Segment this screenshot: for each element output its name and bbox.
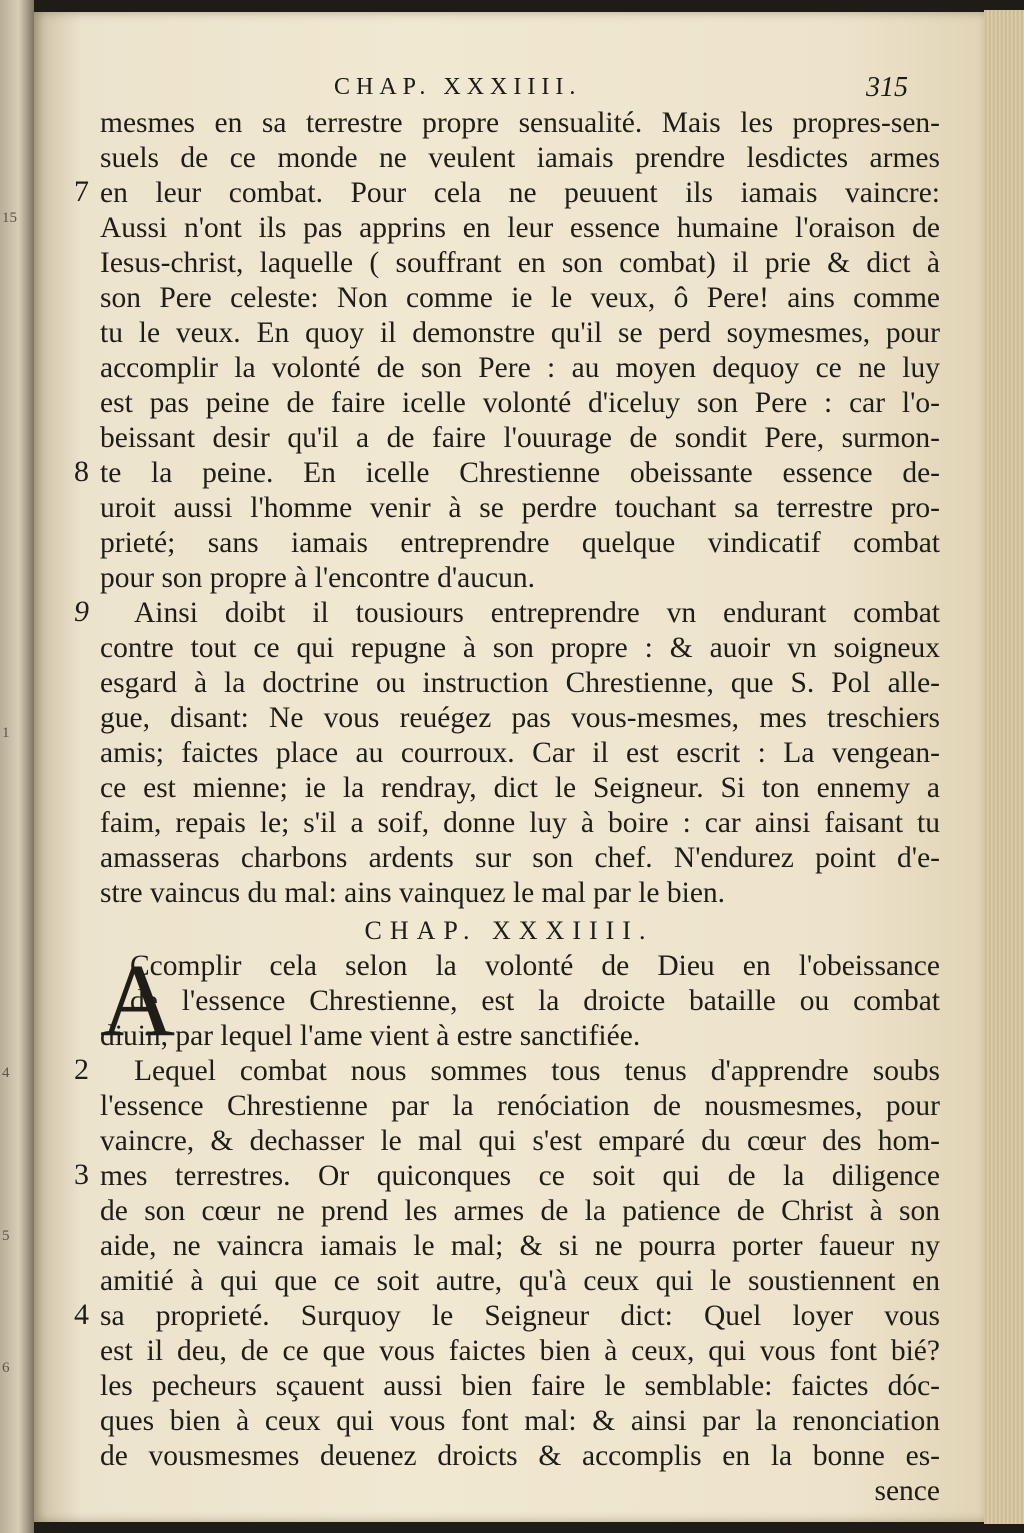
text-line: est il deu, de ce que vous faictes bien à ceux, qui vous font bié? <box>100 1335 940 1367</box>
text-line: Ccomplir cela selon la volonté de Dieu en l'obeissance <box>130 950 940 982</box>
text-line: pour son propre à l'encontre d'aucun. <box>100 562 535 594</box>
text-line: l'essence Chrestienne par la renóciation de nousmesmes, pour <box>100 1090 940 1122</box>
verse-number: 8 <box>74 455 89 488</box>
verse-number: 3 <box>74 1158 89 1191</box>
text-line: accomplir la volonté de son Pere : au moyen dequoy ce ne luy <box>100 352 940 384</box>
text-line: Lequel combat nous sommes tous tenus d'apprendre soubs <box>134 1055 940 1087</box>
text-line: suels de ce monde ne veulent iamais prendre lesdictes armes <box>100 142 940 174</box>
text-line: Ainsi doibt il tousiours entreprendre vn endurant combat <box>134 597 940 629</box>
text-line: esgard à la doctrine ou instruction Chrestienne, que S. Pol alle- <box>100 667 940 699</box>
text-line: ques bien à ceux qui vous font mal: & ainsi par la renonciation <box>100 1405 940 1437</box>
text-line: amis; faictes place au courroux. Car il est escrit : La vengean- <box>100 737 940 769</box>
facing-page-mark: 6 <box>2 1360 10 1376</box>
text-line: aide, ne vaincra iamais le mal; & si ne pourra porter faueur ny <box>100 1230 940 1262</box>
verse-number: 9 <box>74 595 89 628</box>
text-line: de l'essence Chrestienne, est la droicte bataille ou combat <box>130 985 940 1017</box>
drop-cap: A <box>100 943 176 1058</box>
text-line: en leur combat. Pour cela ne peuuent ils iamais vaincre: <box>100 177 940 209</box>
catchword: sence <box>874 1475 940 1507</box>
chapter-heading: CHAP. XXXIIII. <box>364 916 654 945</box>
text-line: les pecheurs sçauent aussi bien faire le semblable: faictes dóc- <box>100 1370 940 1402</box>
facing-page-mark: 1 <box>2 725 10 741</box>
text-line: contre tout ce qui repugne à son propre : & auoir vn soigneux <box>100 632 940 664</box>
text-line: est pas peine de faire icelle volonté d'iceluy son Pere : car l'o- <box>100 387 940 419</box>
facing-page-mark: 15 <box>2 210 17 226</box>
page-number: 315 <box>866 72 908 103</box>
verse-number: 2 <box>74 1053 89 1086</box>
text-line: stre vaincus du mal: ains vainquez le mal par le bien. <box>100 877 726 909</box>
facing-page-mark: 5 <box>2 1228 10 1244</box>
facing-page-mark: 4 <box>2 1065 10 1081</box>
text-line: vaincre, & dechasser le mal qui s'est emparé du cœur des hom- <box>100 1125 940 1157</box>
text-line: beissant desir qu'il a de faire l'ouurage de sondit Pere, surmon- <box>100 422 940 454</box>
text-line: amitié à qui que ce soit autre, qu'à ceux qui le soustiennent en <box>100 1265 940 1297</box>
text-line: amasseras charbons ardents sur son chef. N'endurez point d'e- <box>100 842 940 874</box>
text-line: mesmes en sa terrestre propre sensualité. Mais les propres-sen- <box>100 107 940 139</box>
text-line: sa proprieté. Surquoy le Seigneur dict: Quel loyer vous <box>100 1300 940 1332</box>
text-line: Aussi n'ont ils pas apprins en leur essence humaine l'oraison de <box>100 212 940 244</box>
verse-number: 4 <box>74 1298 89 1331</box>
text-line: diuin, par lequel l'ame vient à estre sanctifiée. <box>100 1020 641 1052</box>
text-line: gue, disant: Ne vous reuégez pas vous-mesmes, mes treschiers <box>100 702 940 734</box>
page-fore-edge <box>984 10 1024 1524</box>
text-line: ce est mienne; ie la rendray, dict le Seigneur. Si ton ennemy a <box>100 772 940 804</box>
book-page <box>34 12 984 1522</box>
text-line: prieté; sans iamais entreprendre quelque vindicatif combat <box>100 527 940 559</box>
text-line: te la peine. En icelle Chrestienne obeissante essence de- <box>100 457 940 489</box>
text-line: de vousmesmes deuenez droicts & accomplis en la bonne es- <box>100 1440 940 1472</box>
text-line: uroit aussi l'homme venir à se perdre touchant sa terrestre pro- <box>100 492 940 524</box>
text-line: de son cœur ne prend les armes de la patience de Christ à son <box>100 1195 940 1227</box>
text-line: son Pere celeste: Non comme ie le veux, ô Pere! ains comme <box>100 282 940 314</box>
text-line: mes terrestres. Or quiconques ce soit qui de la diligence <box>100 1160 940 1192</box>
running-head: CHAP. XXXIIII. <box>334 74 582 100</box>
page-header <box>34 74 984 110</box>
text-line: faim, repais le; s'il a soif, donne luy à boire : car ainsi faisant tu <box>100 807 940 839</box>
text-line: Iesus-christ, laquelle ( souffrant en son combat) il prie & dict à <box>100 247 940 279</box>
facing-page-edge <box>0 0 34 1533</box>
text-line: tu le veux. En quoy il demonstre qu'il se perd soymesmes, pour <box>100 317 940 349</box>
verse-number: 7 <box>74 175 89 208</box>
